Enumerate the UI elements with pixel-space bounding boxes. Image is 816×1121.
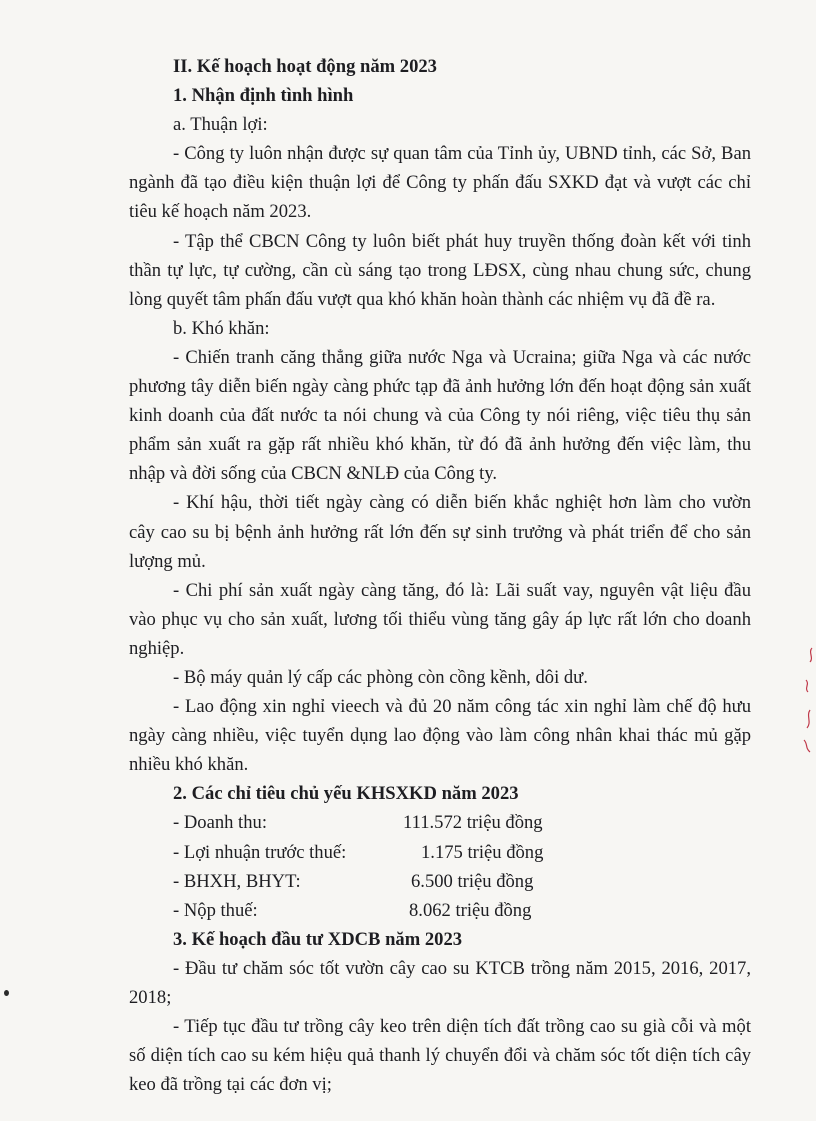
investment-item <box>129 1012 751 1099</box>
paragraph-line: - Khí hậu, thời tiết ngày càng có diễn biến khắc nghiệt hơn làm cho vườn <box>173 492 751 514</box>
scan-speck <box>4 990 9 996</box>
paragraph-line: vào phục vụ cho sản xuất, lương tối thiểu vùng tăng gây áp lực rất lớn cho doanh <box>129 608 751 630</box>
paragraph-line: - Lao động xin nghỉ vieech và đủ 20 năm công tác xin nghỉ làm chế độ hưu <box>173 696 751 718</box>
kpi-row <box>129 896 751 925</box>
paragraph-line: - Chi phí sản xuất ngày càng tăng, đó là: Lãi suất vay, nguyên vật liệu đầu <box>173 579 751 601</box>
kpi-row <box>129 808 751 837</box>
paragraph-line: nhập và đời sống của CBCN &NLĐ của Công ty. <box>129 463 498 485</box>
section1-b-title: b. Khó khăn: <box>173 317 270 339</box>
difficulty-item <box>129 576 751 663</box>
paragraph-line: số diện tích cao su kém hiệu quả thanh lý chuyển đổi và chăm sóc tốt diện tích cây <box>129 1045 751 1067</box>
investment-list <box>129 954 751 1099</box>
paragraph-line: - Tiếp tục đầu tư trồng cây keo trên diện tích đất trồng cao su già cỗi và một <box>173 1016 751 1038</box>
advantage-item <box>129 227 751 314</box>
paragraph-line: phương tây diễn biến ngày càng phức tạp đã ảnh hưởng lớn đến hoạt động sản xuất <box>129 376 751 398</box>
paragraph-line: nghiệp. <box>129 637 185 659</box>
paragraph-line: keo đã trồng tại các đơn vị; <box>129 1074 332 1096</box>
paragraph-line: - Công ty luôn nhận được sự quan tâm của Tỉnh ủy, UBND tỉnh, các Sở, Ban <box>173 143 751 165</box>
kpi-label: - Lợi nhuận trước thuế: <box>173 841 347 863</box>
paragraph-line: - Đầu tư chăm sóc tốt vườn cây cao su KTCB trồng năm 2015, 2016, 2017, <box>173 957 751 979</box>
paragraph-line: - Chiến tranh căng thẳng giữa nước Nga và Ucraina; giữa Nga và các nước <box>173 346 751 368</box>
difficulty-item <box>129 692 751 779</box>
section2-title: 2. Các chỉ tiêu chủ yếu KHSXKD năm 2023 <box>173 783 519 805</box>
investment-item <box>129 954 751 1012</box>
difficulty-item <box>129 488 751 575</box>
paragraph-line: ngày càng nhiều, việc tuyển dụng lao động vào làm công nhân khai thác mủ gặp <box>129 725 751 747</box>
kpi-label: - Nộp thuế: <box>173 899 258 921</box>
section3-title: 3. Kế hoạch đầu tư XDCB năm 2023 <box>173 928 463 950</box>
kpi-value: 1.175 triệu đồng <box>421 841 544 863</box>
kpi-value: 6.500 triệu đồng <box>411 870 534 892</box>
difficulty-item <box>129 663 751 692</box>
paragraph-line: thần tự lực, tự cường, cần cù sáng tạo trong LĐSX, cùng nhau chung sức, chung <box>129 259 751 281</box>
stamp-edge-mark <box>794 640 816 760</box>
section1-title: 1. Nhận định tình hình <box>173 85 354 107</box>
paragraph-line: cây cao su bị bệnh ảnh hưởng rất lớn đến sự sinh trưởng và phát triển để cho sản <box>129 521 751 543</box>
kpi-row <box>129 867 751 896</box>
difficulty-item <box>129 343 751 488</box>
kpi-value: 111.572 triệu đồng <box>403 812 543 834</box>
section-heading: II. Kế hoạch hoạt động năm 2023 <box>173 56 437 77</box>
kpi-row <box>129 838 751 867</box>
paragraph-line: lượng mủ. <box>129 550 206 572</box>
section1-a-title: a. Thuận lợi: <box>173 114 268 136</box>
paragraph-line: nhiều khó khăn. <box>129 754 249 776</box>
paragraph-line: 2018; <box>129 987 172 1008</box>
kpi-label: - BHXH, BHYT: <box>173 870 301 892</box>
advantage-item <box>129 139 751 226</box>
paragraph-line: kinh doanh của đất nước ta nói chung và của Công ty nói riêng, việc tiêu thụ sản <box>129 405 751 427</box>
difficulties-list <box>129 343 751 779</box>
advantages-list <box>129 139 751 314</box>
paragraph-line: - Tập thể CBCN Công ty luôn biết phát huy truyền thống đoàn kết với tinh <box>173 230 751 252</box>
paragraph-line: ngành đã tạo điều kiện thuận lợi để Công ty phấn đấu SXKD đạt và vượt các chỉ <box>129 172 751 194</box>
kpi-label: - Doanh thu: <box>173 812 267 834</box>
kpi-value: 8.062 triệu đồng <box>409 899 532 921</box>
paragraph-line: lòng quyết tâm phấn đấu vượt qua khó khăn hoàn thành các nhiệm vụ đã đề ra. <box>129 288 716 310</box>
kpi-list <box>129 808 751 924</box>
paragraph-line: phẩm sản xuất ra gặp rất nhiều khó khăn, từ đó đã ảnh hưởng đến việc làm, thu <box>129 434 751 456</box>
paragraph-line: tiêu kế hoạch năm 2023. <box>129 201 312 223</box>
paragraph-line: - Bộ máy quản lý cấp các phòng còn cồng kềnh, dôi dư. <box>173 666 588 688</box>
document-body <box>129 52 751 1099</box>
